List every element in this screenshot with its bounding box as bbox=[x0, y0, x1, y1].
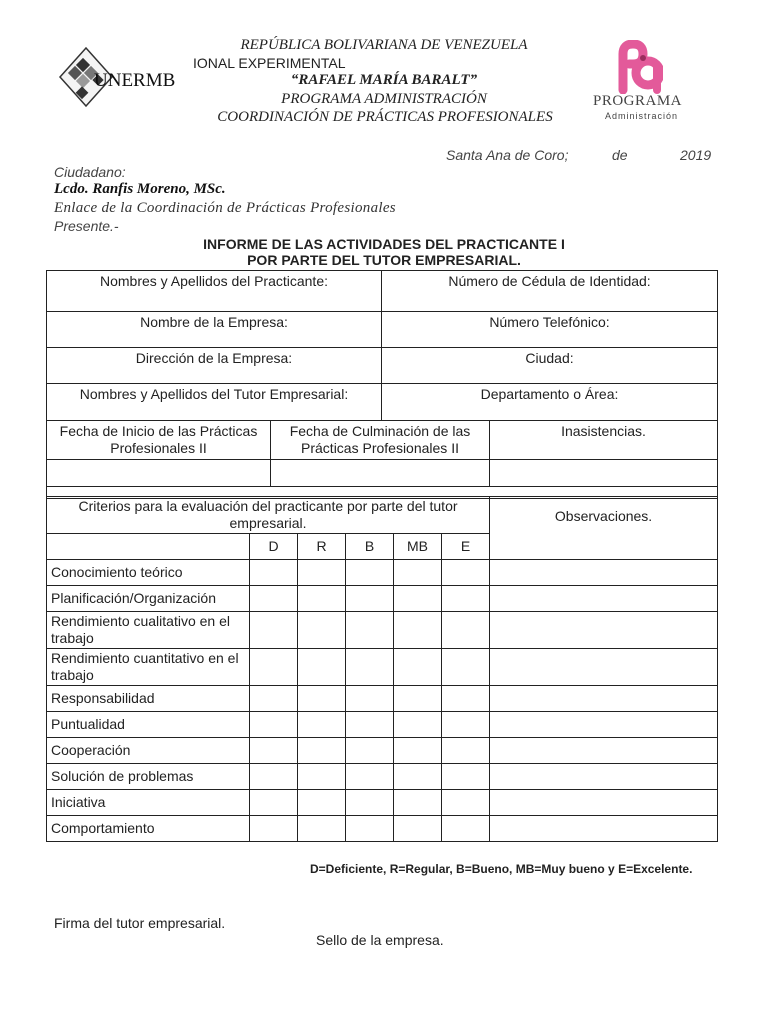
criterion-row bbox=[47, 790, 718, 816]
rating-cell[interactable] bbox=[442, 649, 490, 686]
rating-cell[interactable] bbox=[298, 686, 346, 712]
criterion-row bbox=[47, 586, 718, 612]
rating-cell[interactable] bbox=[250, 790, 298, 816]
rating-cell[interactable] bbox=[250, 649, 298, 686]
logo-programa-text: PROGRAMA bbox=[593, 93, 683, 109]
rating-cell[interactable] bbox=[298, 816, 346, 842]
info-row-dates-values bbox=[47, 460, 718, 487]
rating-cell[interactable] bbox=[394, 816, 442, 842]
header-line-3: “RAFAEL MARÍA BARALT” bbox=[290, 72, 478, 88]
observation-cell[interactable] bbox=[490, 649, 718, 686]
rating-cell[interactable] bbox=[298, 612, 346, 649]
department-field[interactable]: Departamento o Área: bbox=[382, 384, 718, 421]
addressee-greeting: Ciudadano: bbox=[54, 164, 126, 180]
scale-d: D bbox=[250, 534, 298, 560]
rating-cell[interactable] bbox=[250, 816, 298, 842]
absences-label: Inasistencias. bbox=[490, 421, 718, 460]
rating-cell[interactable] bbox=[394, 686, 442, 712]
city-field[interactable]: Ciudad: bbox=[382, 348, 718, 384]
pa-monogram-icon bbox=[613, 40, 663, 94]
rating-cell[interactable] bbox=[250, 738, 298, 764]
rating-cell[interactable] bbox=[298, 649, 346, 686]
company-address-field[interactable]: Dirección de la Empresa: bbox=[47, 348, 382, 384]
criterion-label: Rendimiento cualitativo en el trabajo bbox=[47, 612, 250, 649]
company-stamp-label: Sello de la empresa. bbox=[316, 932, 444, 948]
rating-cell[interactable] bbox=[250, 712, 298, 738]
rating-cell[interactable] bbox=[298, 560, 346, 586]
criterion-row bbox=[47, 560, 718, 586]
observation-cell[interactable] bbox=[490, 612, 718, 649]
rating-cell[interactable] bbox=[442, 738, 490, 764]
observation-cell[interactable] bbox=[490, 560, 718, 586]
scale-e: E bbox=[442, 534, 490, 560]
addressee-name: Lcdo. Ranfis Moreno, MSc. bbox=[54, 181, 226, 197]
student-info-table bbox=[46, 270, 718, 499]
scale-r: R bbox=[298, 534, 346, 560]
date-year: 2019 bbox=[680, 147, 712, 163]
header-line-4: PROGRAMA ADMINISTRACIÓN bbox=[281, 91, 487, 107]
criterion-row bbox=[47, 612, 718, 649]
rating-cell[interactable] bbox=[394, 560, 442, 586]
rating-cell[interactable] bbox=[442, 790, 490, 816]
rating-cell[interactable] bbox=[394, 712, 442, 738]
rating-legend: D=Deficiente, R=Regular, B=Bueno, MB=Muy bueno y E=Excelente. bbox=[310, 862, 693, 876]
rating-cell[interactable] bbox=[250, 764, 298, 790]
observation-cell[interactable] bbox=[490, 686, 718, 712]
id-number-field[interactable]: Número de Cédula de Identidad: bbox=[382, 271, 718, 312]
info-row-company bbox=[47, 312, 718, 348]
scale-mb: MB bbox=[394, 534, 442, 560]
start-date-label: Fecha de Inicio de las Prácticas Profesionales II bbox=[47, 421, 271, 460]
date-de: de bbox=[612, 147, 628, 163]
end-date-input[interactable] bbox=[271, 460, 490, 487]
rating-cell[interactable] bbox=[346, 816, 394, 842]
header-line-5: COORDINACIÓN DE PRÁCTICAS PROFESIONALES bbox=[217, 109, 553, 125]
rating-cell[interactable] bbox=[346, 764, 394, 790]
rating-cell[interactable] bbox=[442, 612, 490, 649]
rating-cell[interactable] bbox=[442, 712, 490, 738]
start-date-input[interactable] bbox=[47, 460, 271, 487]
rating-cell[interactable] bbox=[442, 560, 490, 586]
observation-cell[interactable] bbox=[490, 586, 718, 612]
criterion-label: Iniciativa bbox=[47, 790, 250, 816]
rating-cell[interactable] bbox=[394, 790, 442, 816]
rating-cell[interactable] bbox=[442, 586, 490, 612]
criterion-row bbox=[47, 649, 718, 686]
rating-cell[interactable] bbox=[346, 649, 394, 686]
report-title-line-1: INFORME DE LAS ACTIVIDADES DEL PRACTICANTE I bbox=[203, 236, 565, 252]
criterion-label: Comportamiento bbox=[47, 816, 250, 842]
criterion-row bbox=[47, 686, 718, 712]
tutor-name-field[interactable]: Nombres y Apellidos del Tutor Empresarial: bbox=[47, 384, 382, 421]
rating-cell[interactable] bbox=[394, 764, 442, 790]
rating-cell[interactable] bbox=[442, 816, 490, 842]
criterion-label: Cooperación bbox=[47, 738, 250, 764]
observation-cell[interactable] bbox=[490, 790, 718, 816]
evaluation-header-row bbox=[47, 497, 718, 534]
criterion-row bbox=[47, 712, 718, 738]
criterion-row bbox=[47, 816, 718, 842]
header-line-1: REPÚBLICA BOLIVARIANA DE VENEZUELA bbox=[240, 37, 528, 53]
rating-cell[interactable] bbox=[298, 790, 346, 816]
observation-cell[interactable] bbox=[490, 738, 718, 764]
unermb-logo bbox=[56, 44, 196, 110]
rating-cell[interactable] bbox=[346, 790, 394, 816]
criterion-label: Puntualidad bbox=[47, 712, 250, 738]
info-row-address bbox=[47, 348, 718, 384]
header-line-2: IONAL EXPERIMENTAL bbox=[193, 55, 346, 71]
rating-cell[interactable] bbox=[442, 764, 490, 790]
rating-cell[interactable] bbox=[394, 612, 442, 649]
info-row-tutor bbox=[47, 384, 718, 421]
rating-cell[interactable] bbox=[346, 712, 394, 738]
evaluation-table bbox=[46, 496, 718, 842]
criterion-label: Responsabilidad bbox=[47, 686, 250, 712]
logo-administracion-text: Administración bbox=[605, 111, 679, 121]
rating-cell[interactable] bbox=[394, 738, 442, 764]
rating-cell[interactable] bbox=[346, 738, 394, 764]
end-date-label: Fecha de Culminación de las Prácticas Profesionales II bbox=[271, 421, 490, 460]
phone-field[interactable]: Número Telefónico: bbox=[382, 312, 718, 348]
rating-cell[interactable] bbox=[346, 686, 394, 712]
tutor-signature-label: Firma del tutor empresarial. bbox=[54, 915, 226, 931]
criterion-label: Solución de problemas bbox=[47, 764, 250, 790]
criterion-row bbox=[47, 738, 718, 764]
observation-cell[interactable] bbox=[490, 816, 718, 842]
rating-cell[interactable] bbox=[346, 560, 394, 586]
company-name-field[interactable]: Nombre de la Empresa: bbox=[47, 312, 382, 348]
rating-cell[interactable] bbox=[250, 686, 298, 712]
rating-cell[interactable] bbox=[250, 586, 298, 612]
criterion-label: Planificación/Organización bbox=[47, 586, 250, 612]
rating-cell[interactable] bbox=[298, 712, 346, 738]
rating-cell[interactable] bbox=[442, 686, 490, 712]
criterion-label: Rendimiento cuantitativo en el trabajo bbox=[47, 649, 250, 686]
unermb-logo-text: UNERMB bbox=[94, 70, 176, 91]
rating-cell[interactable] bbox=[250, 612, 298, 649]
date-place: Santa Ana de Coro; bbox=[446, 147, 569, 163]
rating-cell[interactable] bbox=[346, 586, 394, 612]
rating-cell[interactable] bbox=[298, 586, 346, 612]
programa-administracion-logo bbox=[585, 40, 700, 130]
scale-blank-cell bbox=[47, 534, 250, 560]
rating-cell[interactable] bbox=[250, 560, 298, 586]
addressee-closing: Presente.- bbox=[54, 218, 119, 234]
scale-b: B bbox=[346, 534, 394, 560]
absences-input[interactable] bbox=[490, 460, 718, 487]
rating-cell[interactable] bbox=[346, 612, 394, 649]
criteria-header: Criterios para la evaluación del practicante por parte del tutor empresarial. bbox=[47, 497, 490, 534]
report-title-line-2: POR PARTE DEL TUTOR EMPRESARIAL. bbox=[247, 252, 521, 268]
rating-cell[interactable] bbox=[394, 649, 442, 686]
rating-cell[interactable] bbox=[394, 586, 442, 612]
criterion-label: Conocimiento teórico bbox=[47, 560, 250, 586]
info-row-student bbox=[47, 271, 718, 312]
rating-cell[interactable] bbox=[298, 764, 346, 790]
addressee-role: Enlace de la Coordinación de Prácticas Profesionales bbox=[54, 200, 396, 216]
rating-cell[interactable] bbox=[298, 738, 346, 764]
observation-cell[interactable] bbox=[490, 764, 718, 790]
observations-header: Observaciones. bbox=[490, 497, 718, 560]
observation-cell[interactable] bbox=[490, 712, 718, 738]
criterion-row bbox=[47, 764, 718, 790]
student-name-field[interactable]: Nombres y Apellidos del Practicante: bbox=[47, 271, 382, 312]
info-row-dates bbox=[47, 421, 718, 460]
